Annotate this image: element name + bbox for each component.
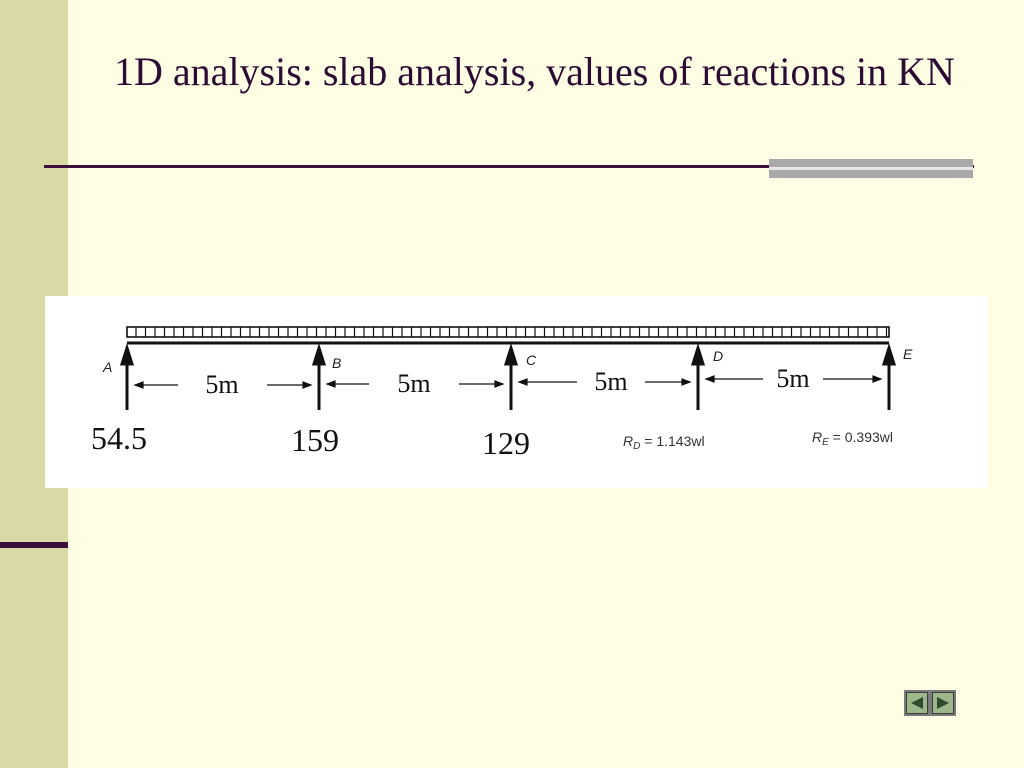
triangle-right-icon (934, 695, 952, 711)
support-label-e: E (903, 346, 913, 362)
reaction-value-b: 159 (291, 422, 339, 458)
distributed-load (127, 327, 889, 337)
triangle-left-icon (908, 695, 926, 711)
slide-navigation (904, 690, 956, 716)
support-c-arrow (506, 348, 516, 410)
beam-diagram-panel (45, 296, 988, 488)
beam-diagram (45, 296, 988, 488)
previous-slide-button[interactable] (906, 692, 928, 714)
next-slide-button[interactable] (932, 692, 954, 714)
reaction-value-c: 129 (482, 425, 530, 461)
span-label-2: 5m (397, 369, 431, 398)
reaction-formula-e: $R_E = 0.393wl$ (812, 429, 894, 448)
reaction-value-a: 54.5 (91, 420, 147, 456)
title-accent-bar (769, 159, 973, 178)
support-label-d: D (713, 348, 724, 364)
support-label-a: A (103, 359, 113, 375)
support-e-arrow (884, 348, 894, 410)
span-label-1: 5m (205, 370, 239, 399)
span-label-3: 5m (594, 367, 628, 396)
support-a-arrow (122, 348, 132, 410)
side-bar-accent (0, 542, 68, 548)
slide-title: 1D analysis: slab analysis, values of reactions in KN (114, 49, 955, 94)
support-label-c: C (526, 352, 537, 368)
support-b-arrow (314, 348, 324, 410)
reaction-formula-d: $R_D = 1.143wl$ (623, 433, 705, 452)
support-label-b: B (332, 355, 342, 371)
span-label-4: 5m (776, 364, 810, 393)
support-d-arrow (693, 348, 703, 410)
